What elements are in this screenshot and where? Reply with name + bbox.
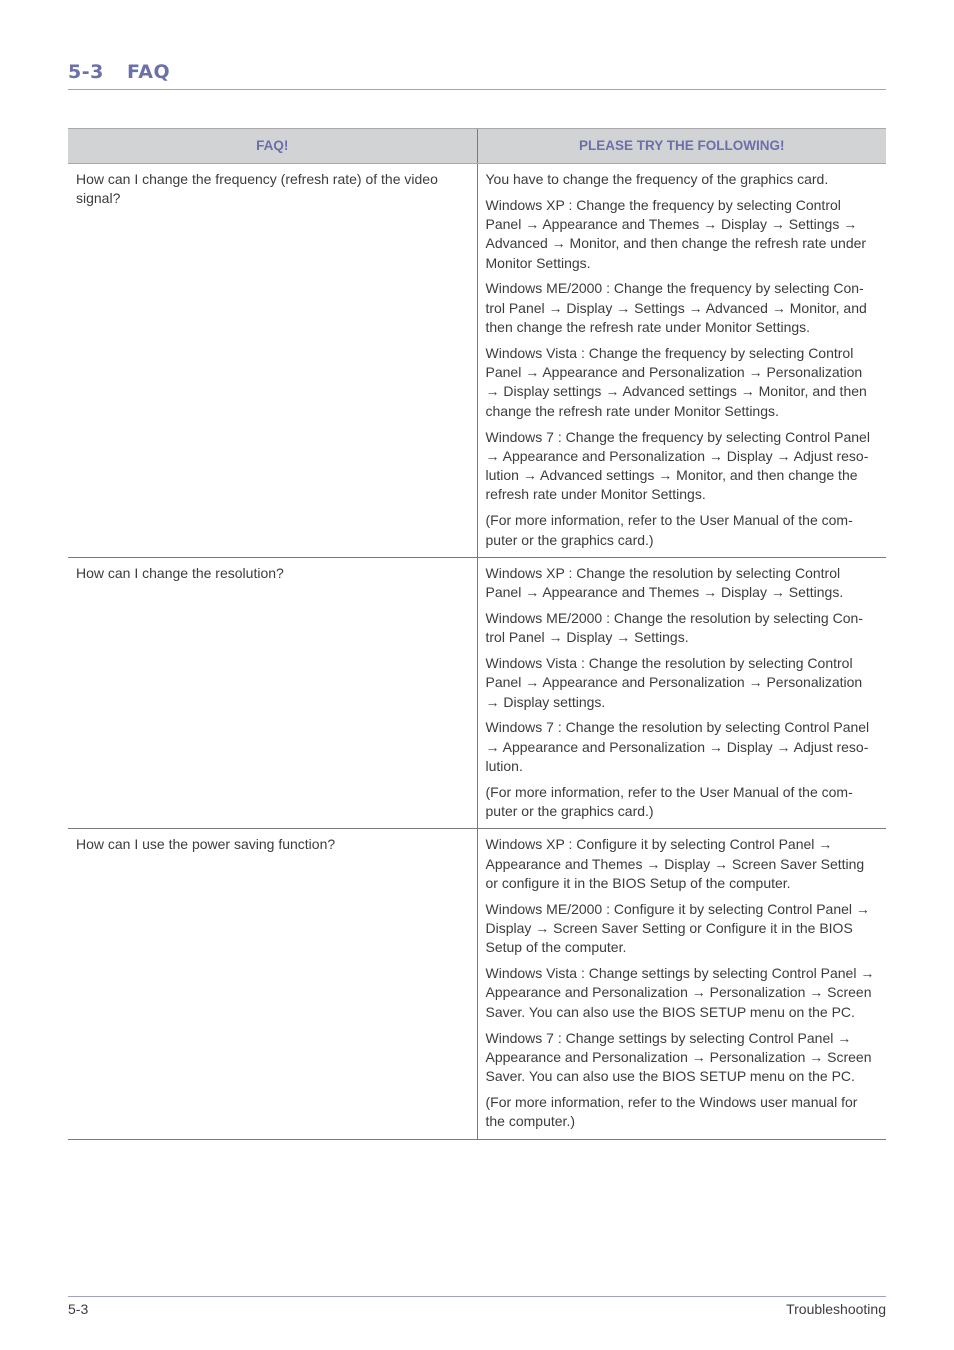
- faq-question: How can I use the power saving function?: [68, 829, 477, 1139]
- answer-paragraph: You have to change the frequency of the graphics card.: [485, 171, 829, 187]
- answer-paragraph: Windows XP : Configure it by selecting Control Panel → Appearance and Themes → Display → Screen Saver Setting or configure it in the BIOS Setup of the computer.: [485, 836, 865, 891]
- section-title: FAQ: [127, 61, 171, 83]
- answer-paragraph: Windows Vista : Change the frequency by selecting Control Panel → Appearance and Personalization → Personalization → Display settings → Advanced settings → Monitor, and then change the refresh rate under Monitor Settings.: [485, 344, 867, 419]
- table-header-row: [68, 129, 886, 164]
- column-header-faq: FAQ!: [68, 129, 477, 164]
- answer-paragraph: Windows XP : Change the resolution by selecting Control Panel → Appearance and Themes → Display → Settings.: [485, 564, 844, 601]
- footer-page-number: 5-3: [68, 1301, 89, 1317]
- faq-answer: [477, 829, 886, 1139]
- answer-paragraph: (For more information, refer to the User Manual of the com-puter or the graphics card.): [485, 512, 853, 548]
- table-row: [68, 829, 886, 1139]
- answer-paragraph: Windows Vista : Change settings by selecting Control Panel → Appearance and Personalization → Personalization → Screen Saver. You can also use the BIOS SETUP menu on the PC.: [485, 965, 875, 1020]
- page-title: [68, 61, 170, 83]
- title-divider: [68, 89, 886, 90]
- column-header-solution: PLEASE TRY THE FOLLOWING!: [477, 129, 886, 164]
- answer-paragraph: Windows ME/2000 : Configure it by selecting Control Panel → Display → Screen Saver Setting or Configure it in the BIOS Setup of the computer.: [485, 900, 870, 956]
- faq-table: [68, 128, 886, 1140]
- table-row: [68, 557, 886, 829]
- answer-paragraph: Windows 7 : Change the resolution by selecting Control Panel → Appearance and Personalization → Display → Adjust reso-lution.: [485, 719, 870, 775]
- section-number: 5-3: [68, 61, 104, 83]
- answer-paragraph: Windows ME/2000 : Change the resolution by selecting Con-trol Panel → Display → Settings.: [485, 609, 863, 646]
- answer-paragraph: (For more information, refer to the Windows user manual for the computer.): [485, 1093, 858, 1130]
- faq-answer: [477, 557, 886, 829]
- answer-paragraph: Windows 7 : Change settings by selecting Control Panel → Appearance and Personalization → Personalization → Screen Saver. You can also use the BIOS SETUP menu on the PC.: [485, 1029, 872, 1085]
- faq-question: How can I change the frequency (refresh rate) of the video signal?: [68, 164, 477, 558]
- answer-paragraph: Windows ME/2000 : Change the frequency by selecting Con-trol Panel → Display → Settings → Advanced → Monitor, and then change the refresh rate under Monitor Settings.: [485, 280, 867, 336]
- table-row: [68, 164, 886, 558]
- answer-paragraph: (For more information, refer to the User Manual of the com-puter or the graphics card.): [485, 783, 853, 820]
- answer-paragraph: Windows 7 : Change the frequency by selecting Control Panel → Appearance and Personalization → Display → Adjust reso-lution → Advanced settings → Monitor, and then change the refresh rate under Monitor Settings.: [485, 428, 870, 503]
- footer-section-name: Troubleshooting: [786, 1301, 886, 1317]
- footer-divider: [68, 1296, 886, 1297]
- answer-paragraph: Windows Vista : Change the resolution by selecting Control Panel → Appearance and Personalization → Personalization → Display settings.: [485, 655, 863, 710]
- faq-answer: [477, 164, 886, 558]
- faq-question: How can I change the resolution?: [68, 557, 477, 829]
- answer-paragraph: Windows XP : Change the frequency by selecting Control Panel → Appearance and Themes → Display → Settings → Advanced → Monitor, and then change the refresh rate under Monitor Settings.: [485, 196, 867, 271]
